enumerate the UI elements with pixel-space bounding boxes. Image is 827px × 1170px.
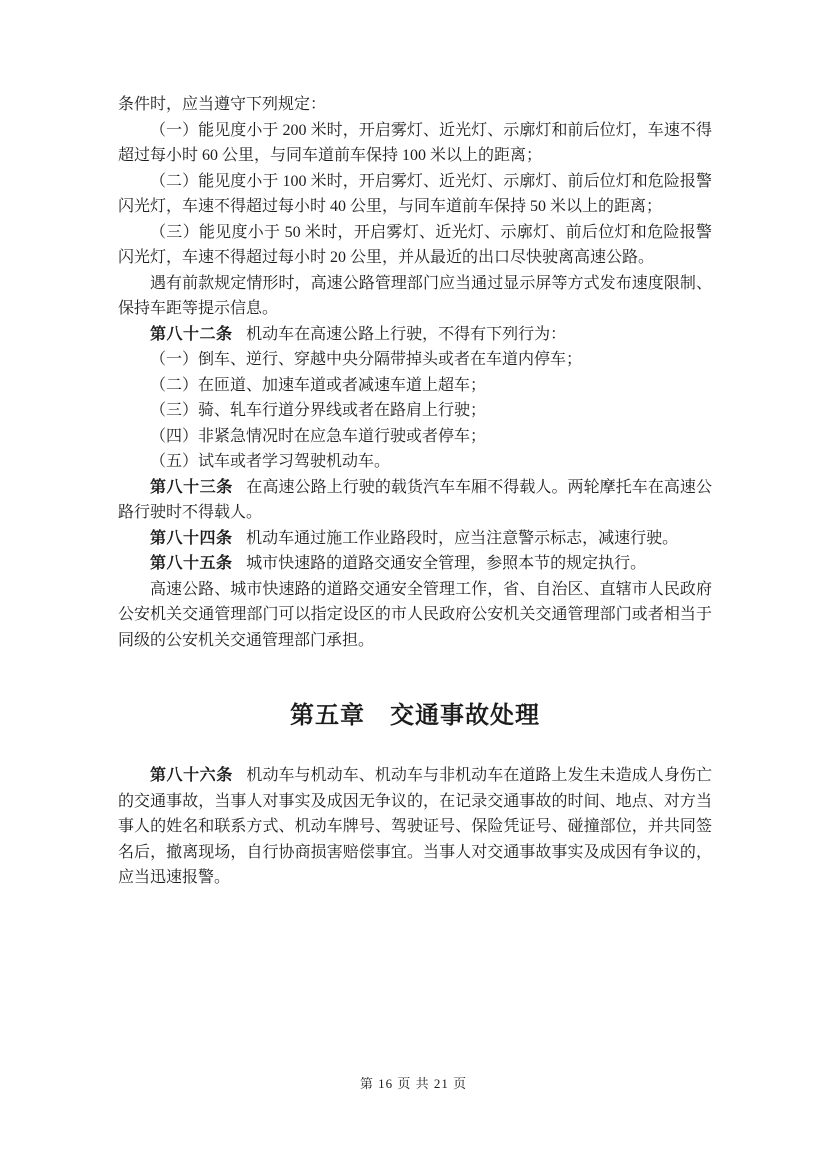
article-83-text: 在高速公路上行驶的载货汽车车厢不得载人。两轮摩托车在高速公路行驶时不得载人。 bbox=[118, 478, 712, 521]
article-82-item-2: （二）在匝道、加速车道或者减速车道上超车； bbox=[150, 376, 487, 394]
article-85 bbox=[118, 551, 712, 577]
article-85-text: 城市快速路的道路交通安全管理，参照本节的规定执行。 bbox=[246, 555, 647, 572]
article-82-text: 机动车在高速公路上行驶，不得有下列行为： bbox=[246, 325, 567, 343]
list-item-visibility-3: （三）能见度小于 50 米时，开启雾灯、近光灯、示廓灯、前后位灯和危险报警闪光灯，车速不得超过每小时 20 公里，并从最近的出口尽快驶离高速公路。 bbox=[118, 223, 712, 266]
list-item-visibility-1: （一）能见度小于 200 米时，开启雾灯、近光灯、示廓灯和前后位灯，车速不得超过每小时 60 公里，与同车道前车保持 100 米以上的距离； bbox=[118, 121, 712, 164]
article-82-item-5: （五）试车或者学习驾驶机动车。 bbox=[150, 453, 391, 470]
page-footer: 第 16 页 共 21 页 bbox=[359, 1076, 468, 1091]
article-83-number: 第八十三条 bbox=[150, 478, 233, 496]
article-82-item-1: （一）倒车、逆行、穿越中央分隔带掉头或者在车道内停车； bbox=[150, 351, 583, 368]
article-86-text: 机动车与机动车、机动车与非机动车在道路上发生未造成人身伤亡的交通事故，当事人对事实及成因无争议的，在记录交通事故的时间、地点、对方当事人的姓名和联系方式、机动车牌号、驾驶证号、保险凭证号、碰撞部位，并共同签名后，撤离现场，自行协商损害赔偿事宜。当事人对交通事故事实及成因有争议的，应当迅速报警。 bbox=[118, 767, 712, 886]
paragraph-supplement: 遇有前款规定情形时，高速公路管理部门应当通过显示屏等方式发布速度限制、保持车距等提示信息。 bbox=[118, 274, 712, 317]
chapter-heading: 第五章 交通事故处理 bbox=[290, 702, 540, 729]
article-84 bbox=[118, 526, 712, 552]
article-86 bbox=[118, 763, 712, 891]
article-82 bbox=[118, 322, 712, 348]
article-82-item-3: （三）骑、轧车行道分界线或者在路肩上行驶； bbox=[150, 402, 487, 419]
article-86-number: 第八十六条 bbox=[150, 767, 233, 784]
article-85-paragraph-2: 高速公路、城市快速路的道路交通安全管理工作，省、自治区、直辖市人民政府公安机关交通管理部门可以指定设区的市人民政府公安机关交通管理部门或者相当于同级的公安机关交通管理部门承担。 bbox=[118, 580, 712, 649]
list-item-visibility-2: （二）能见度小于 100 米时，开启雾灯、近光灯、示廓灯、前后位灯和危险报警闪光灯，车速不得超过每小时 40 公里，与同车道前车保持 50 米以上的距离； bbox=[118, 172, 712, 215]
article-84-number: 第八十四条 bbox=[150, 529, 233, 547]
article-82-item-4: （四）非紧急情况时在应急车道行驶或者停车； bbox=[150, 427, 487, 445]
article-84-text: 机动车通过施工作业路段时，应当注意警示标志，减速行驶。 bbox=[246, 529, 679, 547]
document-body bbox=[118, 92, 712, 891]
article-82-number: 第八十二条 bbox=[150, 325, 233, 343]
article-85-number: 第八十五条 bbox=[150, 555, 233, 572]
article-83 bbox=[118, 475, 712, 526]
paragraph-intro-continuation: 条件时，应当遵守下列规定： bbox=[118, 96, 327, 113]
